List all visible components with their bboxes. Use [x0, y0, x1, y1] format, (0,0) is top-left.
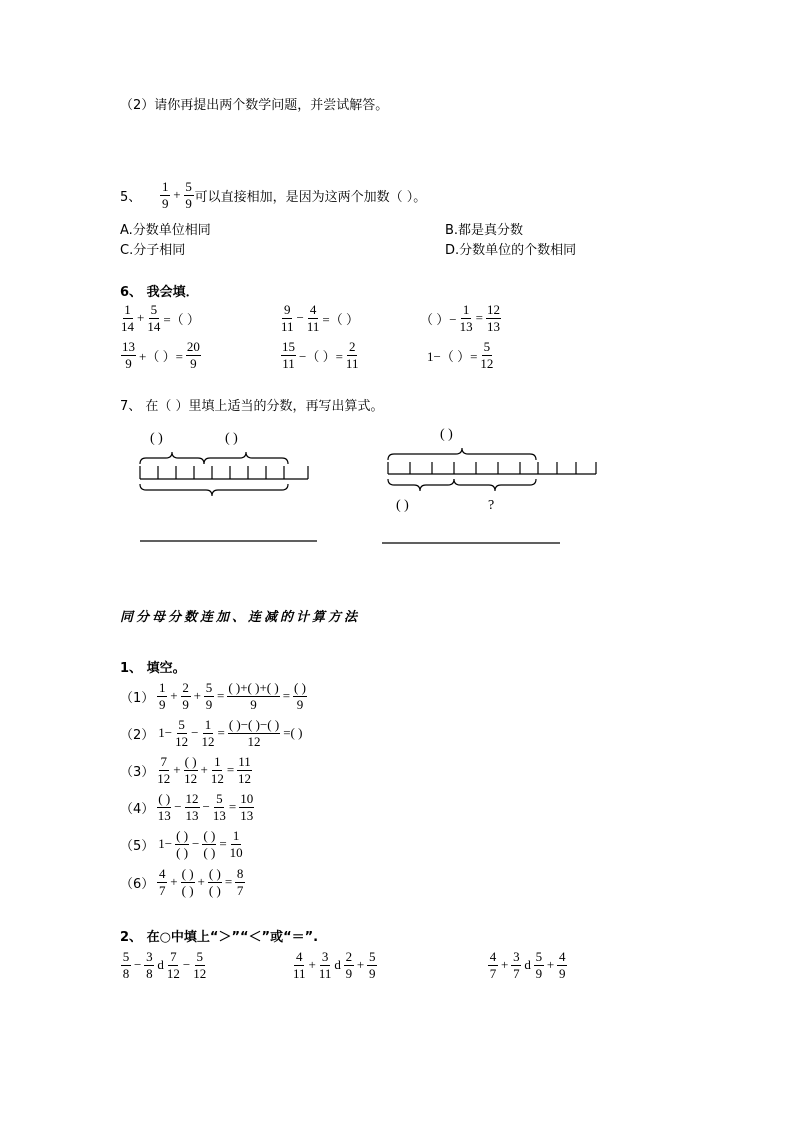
operator: + [308, 957, 316, 973]
denominator: 9 [296, 696, 304, 712]
denominator: 12 [193, 965, 207, 981]
operator: + [193, 688, 201, 704]
numerator: 4 [296, 949, 303, 964]
denominator: 11 [345, 355, 359, 371]
denominator: 13 [486, 318, 500, 334]
numerator: 5 [150, 302, 158, 317]
numerator: ( ) [181, 866, 194, 881]
right-ticks [388, 462, 596, 474]
s2-compare-2 [292, 950, 378, 980]
answer-fraction[interactable] [227, 681, 279, 711]
fraction [121, 950, 131, 980]
denominator: 9 [159, 696, 166, 712]
denominator: 12 [210, 770, 224, 786]
operator: = [475, 310, 483, 326]
denominator: 9 [535, 965, 543, 981]
right-bottom-blank[interactable]: ( ) [396, 498, 409, 513]
left-top-blank-2[interactable]: ( ) [225, 431, 238, 446]
fraction [167, 950, 180, 980]
numerator: ( ) [294, 680, 306, 695]
denominator: 12 [157, 770, 171, 786]
s1-problem-6 [120, 867, 246, 897]
denominator: 13 [459, 318, 473, 334]
operator: + [356, 957, 365, 973]
s1-problem-5 [120, 829, 244, 859]
denominator: 9 [190, 355, 197, 371]
numerator: 1 [124, 302, 131, 317]
fraction [319, 950, 332, 980]
numerator: 20 [186, 339, 200, 354]
denominator: 14 [121, 318, 134, 334]
section2-title: 2、 在○中填上“＞”“＜”或“＝”. [120, 930, 319, 945]
question-mark: ? [488, 498, 495, 513]
numerator: 3 [513, 949, 520, 964]
left-top-brace-1 [140, 452, 204, 464]
numerator: 1 [232, 828, 240, 843]
denominator: ( ) [203, 844, 216, 860]
denominator: 12 [166, 965, 180, 981]
fraction [175, 718, 188, 748]
numerator: 1 [204, 717, 212, 732]
numerator: 5 [178, 717, 185, 732]
problem-label: （4） [120, 801, 155, 817]
s1-problem-1 [120, 681, 308, 711]
denominator: 9 [205, 696, 213, 712]
question-5-text: 可以直接相加，是因为这两个加数（ ）。 [194, 189, 427, 205]
denominator: 11 [306, 318, 320, 334]
numerator: 9 [284, 302, 291, 317]
denominator: 13 [157, 807, 171, 823]
numerator: 12 [486, 302, 500, 317]
problem-label: （1） [120, 690, 155, 706]
section-title: 同分母分数连加、连减的计算方法 [120, 610, 361, 625]
fraction [204, 681, 214, 711]
numerator: 3 [321, 949, 329, 964]
denominator: 12 [247, 733, 261, 749]
section1-title: 1、 填空。 [120, 661, 186, 676]
left-top-brace-2 [204, 452, 288, 464]
question-5-number: 5、 [120, 189, 142, 205]
numerator: 1 [162, 179, 169, 194]
denominator: 11 [282, 355, 295, 371]
numerator: ( ) [208, 866, 221, 881]
problem-label: （5） [120, 838, 155, 854]
right-bottom-brace-2 [454, 479, 536, 491]
plus-sign: + [173, 187, 181, 203]
left-ticks [140, 466, 308, 479]
denominator: 13 [212, 807, 226, 823]
fraction [239, 792, 254, 822]
denominator: 12 [201, 733, 215, 749]
numerator: 5 [216, 791, 223, 806]
numerator: 5 [196, 949, 203, 964]
numerator: 12 [185, 791, 199, 806]
denominator: 12 [184, 770, 198, 786]
operator: + [170, 874, 178, 890]
answer-blank[interactable]: =( ) [283, 725, 303, 741]
denominator: 9 [162, 195, 169, 211]
denominator: 9 [369, 965, 376, 981]
numerator: ( ) [176, 828, 189, 843]
answer-blank[interactable]: （ ）− [420, 311, 457, 327]
numerator: 4 [489, 949, 497, 964]
answer-blank[interactable]: =（ ） [163, 311, 200, 327]
answer-fraction[interactable] [175, 829, 189, 859]
fraction [488, 950, 498, 980]
option-c[interactable]: C.分子相同 [120, 243, 186, 258]
operator: + [200, 762, 208, 778]
answer-blank[interactable]: 1−（ ）= [427, 348, 478, 364]
operator: − [192, 836, 200, 852]
question-6-title: 6、 我会填． [120, 285, 199, 300]
answer-blank[interactable]: =（ ） [322, 311, 359, 327]
operator: + [197, 874, 205, 890]
operator: − [296, 310, 304, 326]
question-7-title: 7、 在（ ）里填上适当的分数，再写出算式。 [120, 399, 384, 414]
denominator: 9 [558, 965, 566, 981]
numerator: 2 [345, 949, 353, 964]
left-top-blank-1[interactable]: ( ) [150, 431, 163, 446]
compare-circle[interactable]: d [334, 957, 341, 973]
numerator: 13 [122, 339, 135, 354]
right-bottom-brace-1 [388, 479, 454, 491]
fraction [211, 755, 224, 785]
option-d[interactable]: D.分数单位的个数相同 [445, 243, 577, 258]
numerator: ( )+( )+( ) [228, 680, 279, 695]
operator: − [174, 799, 182, 815]
operator: + [170, 688, 178, 704]
compare-circle[interactable]: d [157, 957, 164, 973]
numerator: 2 [348, 339, 356, 354]
numerator: 4 [159, 866, 166, 881]
numerator: 7 [170, 949, 177, 964]
fraction [157, 755, 170, 785]
question-2-prompt: （2）请你再提出两个数学问题，并尝试解答。 [120, 98, 389, 113]
numerator: 3 [146, 949, 153, 964]
left-bottom-brace [140, 484, 288, 496]
fraction [181, 681, 191, 711]
fraction [344, 950, 354, 980]
s2-compare-1 [120, 950, 207, 980]
fraction [367, 950, 377, 980]
fraction [534, 950, 544, 980]
fraction [193, 950, 206, 980]
option-b[interactable]: B.都是真分数 [445, 223, 524, 238]
denominator: 8 [146, 965, 153, 981]
operator: − [134, 957, 142, 973]
s2-compare-3 [487, 950, 568, 980]
problem-label: （6） [120, 876, 155, 892]
operator: = [219, 836, 227, 852]
numerator: 5 [205, 680, 213, 695]
answer-fraction[interactable] [228, 718, 280, 748]
problem-label: （3） [120, 764, 155, 780]
denominator: 9 [185, 195, 192, 211]
denominator: 13 [185, 807, 199, 823]
fraction [230, 829, 243, 859]
operator: = [224, 874, 233, 890]
numerator: 4 [309, 302, 317, 317]
s1-problem-4 [120, 792, 255, 822]
operator: = [216, 688, 225, 704]
denominator: ( ) [208, 882, 221, 898]
operator: + [173, 762, 181, 778]
fraction [157, 867, 167, 897]
denominator: 11 [281, 318, 294, 334]
s1-problem-3 [120, 755, 253, 785]
denominator: 7 [513, 965, 520, 981]
answer-blank[interactable]: −（ ）= [299, 348, 343, 364]
denominator: 12 [175, 733, 189, 749]
denominator: ( ) [181, 882, 194, 898]
operator: + [546, 957, 555, 973]
denominator: 9 [345, 965, 353, 981]
s1-problem-2 [120, 718, 304, 748]
numerator: 5 [185, 179, 192, 194]
fraction [185, 792, 200, 822]
denominator: 9 [250, 696, 257, 712]
numerator: ( )−( )−( ) [228, 717, 280, 732]
numerator: 1 [214, 754, 221, 769]
denominator: 11 [293, 965, 306, 981]
fraction [201, 718, 214, 748]
denominator: 13 [240, 807, 254, 823]
numerator: ( ) [203, 828, 216, 843]
option-a[interactable]: A.分数单位相同 [120, 223, 211, 238]
answer-fraction[interactable] [157, 792, 171, 822]
operator: − [191, 725, 199, 741]
numerator: 5 [369, 949, 376, 964]
answer-fraction[interactable] [181, 867, 195, 897]
right-top-blank[interactable]: ( ) [440, 427, 453, 442]
denominator: ( ) [176, 844, 189, 860]
operator: − [202, 799, 210, 815]
right-top-brace [388, 448, 536, 460]
numerator: 1 [159, 680, 166, 695]
fraction [144, 950, 154, 980]
denominator: 7 [489, 965, 497, 981]
fraction [157, 681, 167, 711]
numerator: 11 [238, 754, 251, 769]
numerator: 8 [236, 866, 244, 881]
numerator: 10 [240, 791, 254, 806]
operator: − [182, 957, 191, 973]
denominator: 12 [480, 355, 494, 371]
denominator: 7 [159, 882, 166, 898]
numerator: 5 [535, 949, 543, 964]
answer-fraction[interactable] [293, 681, 307, 711]
fraction [511, 950, 521, 980]
answer-fraction[interactable] [208, 867, 222, 897]
fraction [557, 950, 567, 980]
operator: 1− [158, 725, 173, 741]
numerator: 5 [483, 339, 491, 354]
numerator: 7 [160, 754, 168, 769]
operator: 1− [158, 836, 173, 852]
fraction [213, 792, 226, 822]
answer-fraction[interactable] [202, 829, 216, 859]
fraction [235, 867, 245, 897]
numerator: 5 [122, 949, 130, 964]
compare-circle[interactable]: d [524, 957, 531, 973]
answer-blank[interactable]: +（ ）= [139, 348, 183, 364]
operator: = [226, 762, 235, 778]
numerator: 2 [182, 680, 189, 695]
denominator: 9 [182, 696, 189, 712]
answer-fraction[interactable] [184, 755, 198, 785]
denominator: 11 [318, 965, 332, 981]
denominator: 12 [238, 770, 251, 786]
operator: + [501, 957, 509, 973]
operator: + [137, 310, 145, 326]
denominator: 8 [122, 965, 130, 981]
denominator: 14 [147, 318, 161, 334]
denominator: 10 [229, 844, 243, 860]
numerator: 15 [282, 339, 295, 354]
problem-label: （2） [120, 727, 155, 743]
numerator: ( ) [184, 754, 197, 769]
operator: = [228, 799, 237, 815]
operator: = [282, 688, 291, 704]
numerator: 1 [462, 302, 470, 317]
operator: = [217, 725, 225, 741]
denominator: 9 [125, 355, 132, 371]
fraction [293, 950, 306, 980]
denominator: 7 [236, 882, 244, 898]
numerator: ( ) [158, 791, 171, 806]
fraction [237, 755, 252, 785]
numerator: 4 [558, 949, 566, 964]
